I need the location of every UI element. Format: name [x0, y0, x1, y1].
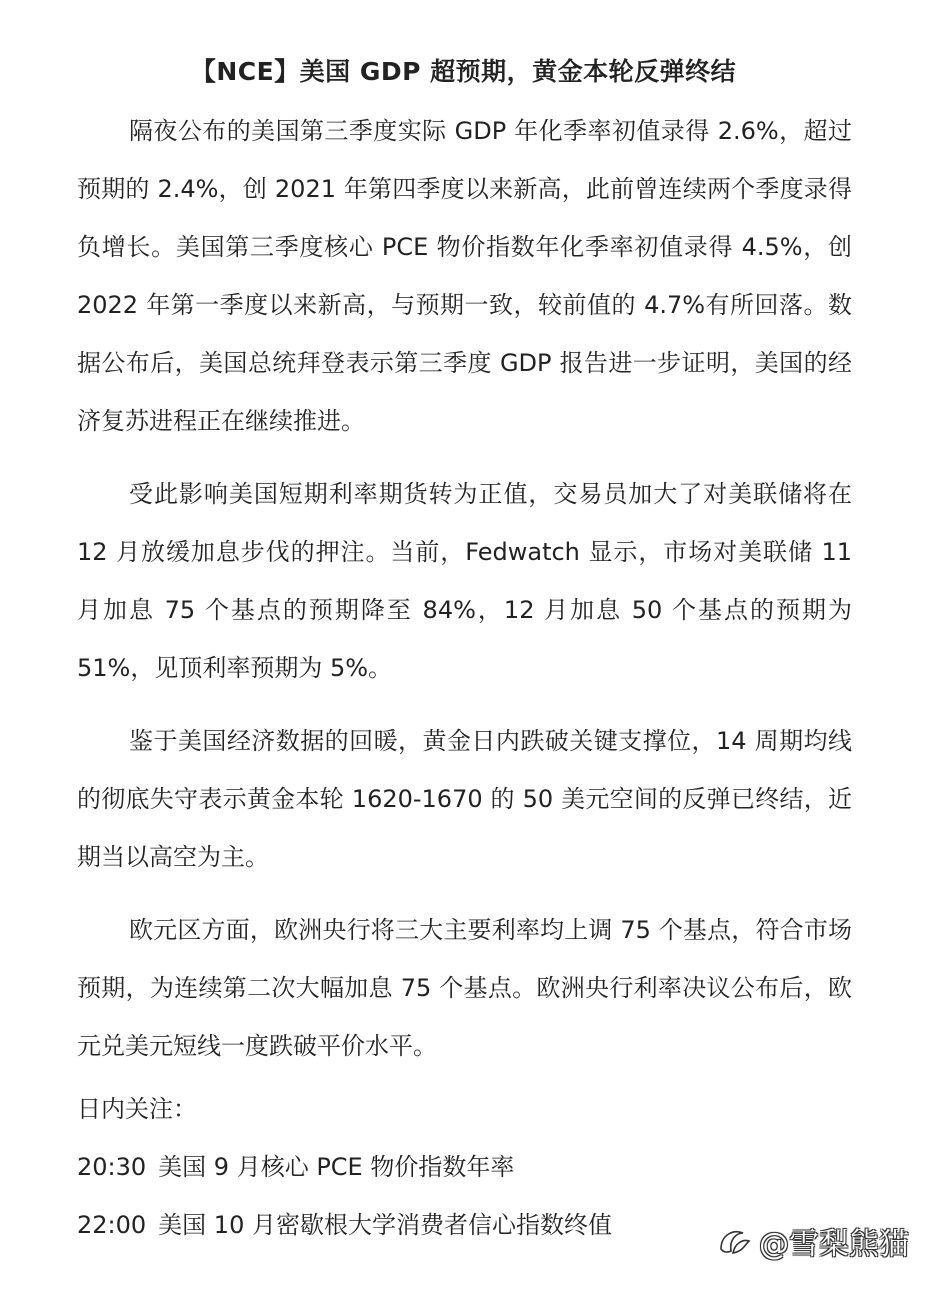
paragraph-eurozone: 欧元区方面，欧洲央行将三大主要利率均上调 75 个基点，符合市场预期，为连续第二次大幅加息 75 个基点。欧洲央行利率决议公布后，欧元兑美元短线一度跌破平价水平。: [77, 916, 852, 1060]
article-title: 【NCE】美国 GDP 超预期，黄金本轮反弹终结: [190, 57, 737, 86]
paragraph-rate-futures: 受此影响美国短期利率期货转为正值，交易员加大了对美联储将在 12 月放缓加息步伐的押注。当前，Fedwatch 显示，市场对美联储 11 月加息 75 个基点的预期降至 84%，12 月加息 50 个基点的预期为 51%，见顶利率预期为 5%。: [77, 480, 852, 682]
article-body: [77, 102, 852, 1254]
paragraph-gold: 鉴于美国经济数据的回暖，黄金日内跌破关键支撑位，14 周期均线的彻底失守表示黄金本轮 1620-1670 的 50 美元空间的反弹已终结，近期当以高空为主。: [77, 727, 852, 871]
schedule-time: 20:30: [77, 1153, 147, 1181]
schedule-heading: 日内关注：: [77, 1095, 197, 1123]
watermark-text: @雪梨熊猫: [759, 1227, 909, 1262]
schedule-event: 美国 10 月密歇根大学消费者信心指数终值: [158, 1211, 612, 1239]
schedule-time: 22:00: [77, 1211, 147, 1239]
schedule-event: 美国 9 月核心 PCE 物价指数年率: [158, 1153, 515, 1181]
watermark: [715, 1219, 909, 1263]
schedule-item: [77, 1138, 852, 1196]
snowball-logo-icon: [715, 1221, 755, 1261]
paragraph-gdp: 隔夜公布的美国第三季度实际 GDP 年化季率初值录得 2.6%，超过预期的 2.4%，创 2021 年第四季度以来新高，此前曾连续两个季度录得负增长。美国第三季度核心 PCE 物价指数年化季率初值录得 4.5%，创 2022 年第一季度以来新高，与预期一致，较前值的 4.7%有所回落。数据公布后，美国总统拜登表示第三季度 GDP 报告进一步证明，美国的经济复苏进程正在继续推进。: [77, 117, 852, 435]
